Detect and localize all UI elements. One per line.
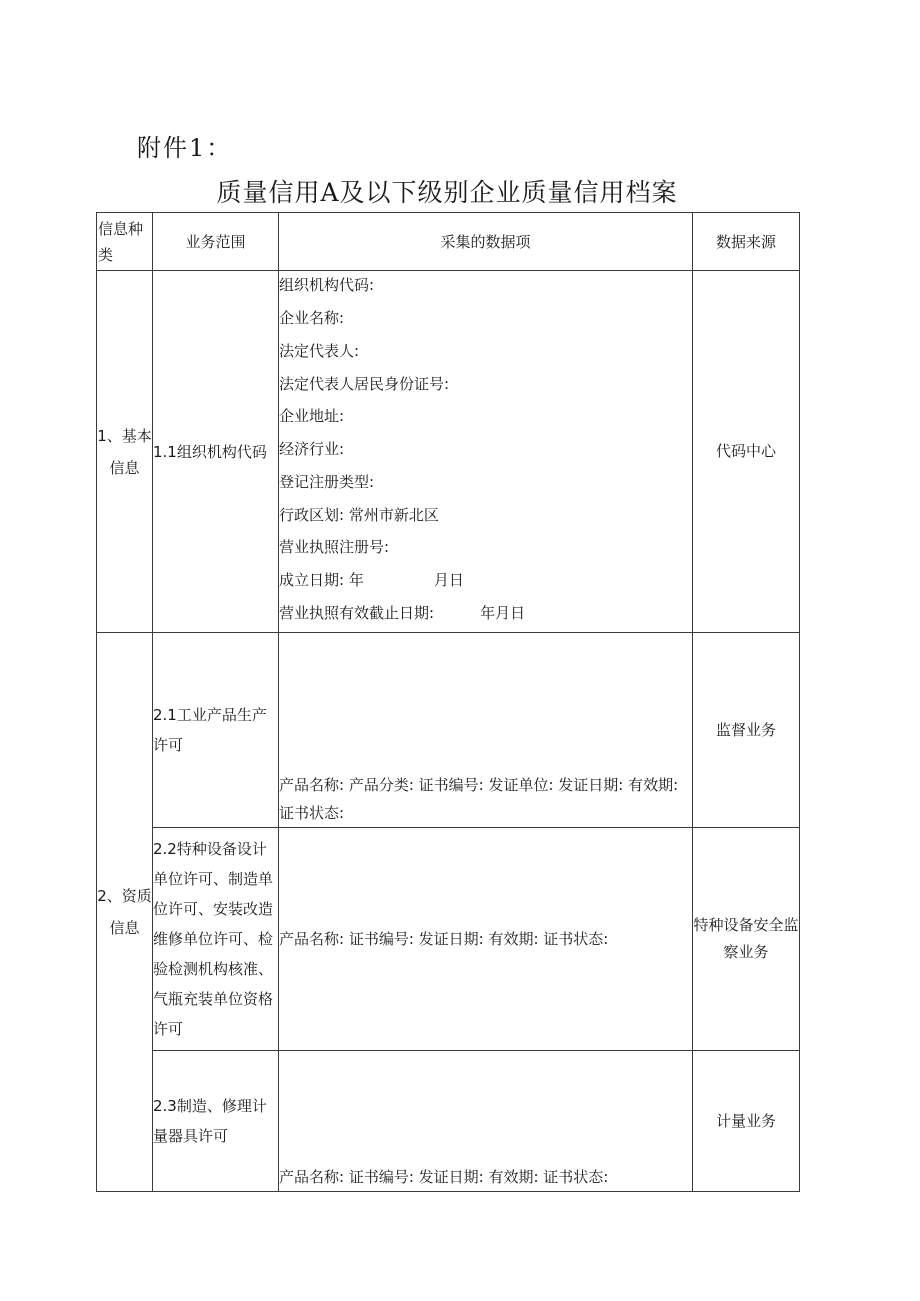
credit-archive-table [96,212,800,1192]
field-established-date [279,566,692,599]
category-qualification-info: 2、资质信息 [97,633,153,1192]
expiry-label: 营业执照有效截止日期: [279,604,435,623]
field-legal-rep-id: 法定代表人居民身份证号: [279,374,450,393]
items-measuring-instruments: 产品名称: 证书编号: 发证日期: 有效期: 证书状态: [279,1051,693,1192]
scope-measuring-instruments: 2.3制造、修理计量器具许可 [153,1051,279,1192]
source-supervision: 监督业务 [693,633,800,828]
field-license-number: 营业执照注册号: [279,538,390,557]
source-special-equipment: 特种设备安全监察业务 [693,828,800,1051]
field-company-name: 企业名称: [279,308,345,327]
header-items: 采集的数据项 [279,213,693,271]
field-industry: 经济行业: [279,440,345,459]
field-license-expiry [279,599,692,632]
header-info-type: 信息种类 [97,213,153,271]
source-code-center: 代码中心 [693,271,800,633]
field-registration-type: 登记注册类型: [279,472,375,491]
items-special-equipment: 产品名称: 证书编号: 发证日期: 有效期: 证书状态: [279,828,693,1051]
table-row-special-equipment [97,828,800,1051]
field-address: 企业地址: [279,407,345,426]
field-legal-rep: 法定代表人: [279,341,360,360]
document-title: 质量信用A及以下级别企业质量信用档案 [216,178,678,207]
header-source: 数据来源 [693,213,800,271]
category-basic-info: 1、基本信息 [97,271,153,633]
scope-special-equipment: 2.2特种设备设计单位许可、制造单位许可、安装改造维修单位许可、检验检测机构核准、气瓶充装单位资格许可 [153,828,279,1051]
field-org-code: 组织机构代码: [279,276,375,295]
field-admin-region: 行政区划: 常州市新北区 [279,505,439,524]
table-row-production-license [97,633,800,828]
source-metrology: 计量业务 [693,1051,800,1192]
scope-organization-code: 1.1组织机构代码 [153,271,279,633]
established-label: 成立日期: 年 [279,571,364,590]
annex-label: 附件1： [137,134,233,162]
basic-info-items [279,271,693,633]
scope-production-license: 2.1工业产品生产许可 [153,633,279,828]
established-tail: 月日 [433,571,464,590]
table-row-basic-info [97,271,800,633]
table-header-row [97,213,800,271]
table-row-measuring-instruments [97,1051,800,1192]
items-production-license: 产品名称: 产品分类: 证书编号: 发证单位: 发证日期: 有效期: 证书状态: [279,633,693,828]
header-scope: 业务范围 [153,213,279,271]
expiry-tail: 年月日 [480,604,526,623]
